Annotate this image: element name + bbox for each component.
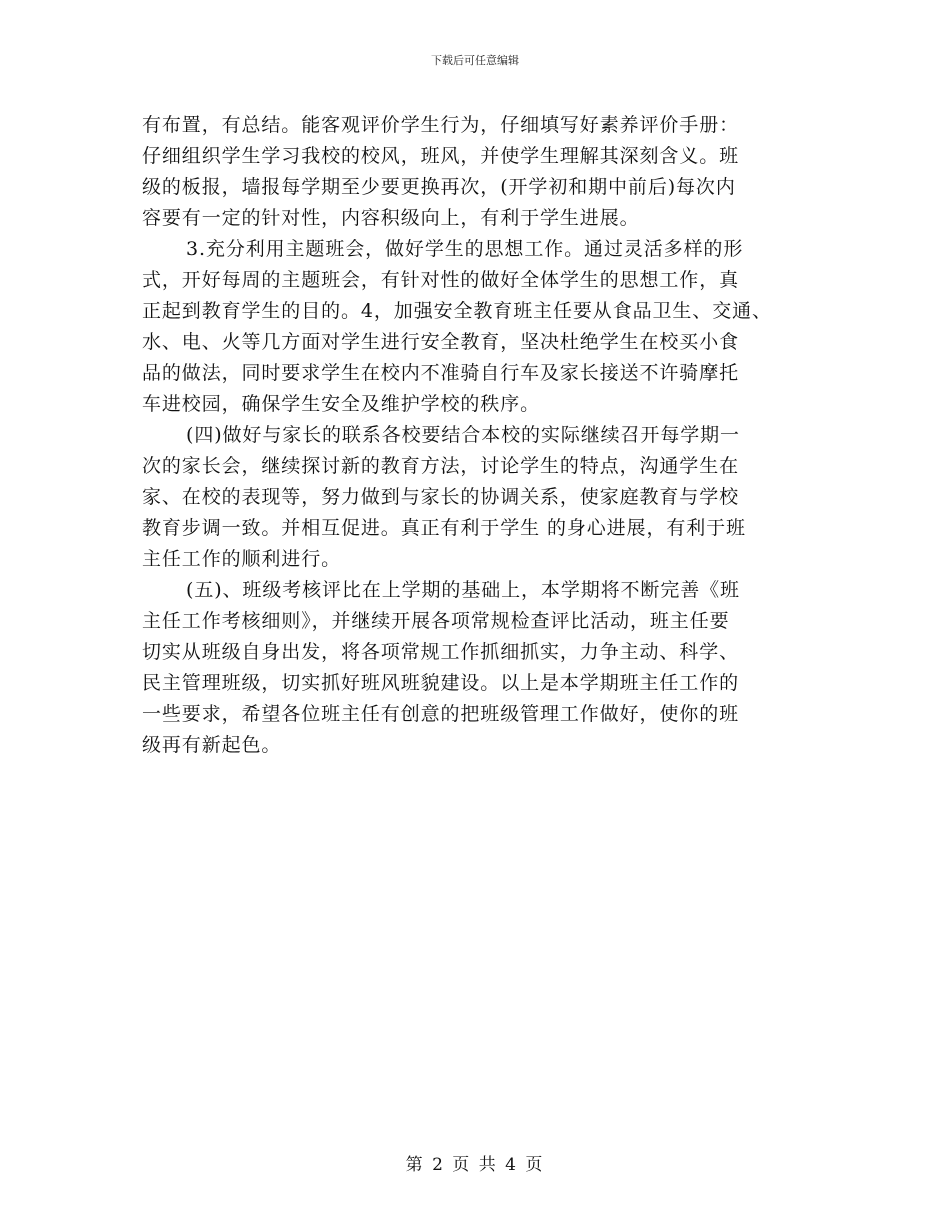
text-line: 正起到教育学生的目的。4，加强安全教育班主任要从食品卫生、交通、 — [142, 300, 772, 322]
text-line: 教育步调一致。并相互促进。真正有利于学生 的身心进展，有利于班 — [142, 517, 746, 539]
document-body — [142, 110, 822, 761]
text-line: 仔细组织学生学习我校的校风，班风，并使学生理解其深刻含义。班 — [142, 145, 740, 167]
text-line: 车进校园，确保学生安全及维护学校的秩序。 — [142, 393, 541, 415]
text-line: 一些要求，希望各位班主任有创意的把班级管理工作做好，使你的班 — [142, 703, 740, 725]
text-line: 容要有一定的针对性，内容积级向上，有利于学生进展。 — [142, 207, 640, 229]
text-line: 民主管理班级，切实抓好班风班貌建设。以上是本学期班主任工作的 — [142, 672, 740, 694]
text-line: 家、在校的表现等，努力做到与家长的协调关系，使家庭教育与学校 — [142, 486, 740, 508]
text-line: 次的家长会，继续探讨新的教育方法，讨论学生的特点，沟通学生在 — [142, 455, 740, 477]
text-line: 品的做法，同时要求学生在校内不准骑自行车及家长接送不许骑摩托 — [142, 362, 740, 384]
text-line: 切实从班级自身出发，将各项常规工作抓细抓实，力争主动、科学、 — [142, 641, 740, 663]
paragraph-start-line: (五)、班级考核评比在上学期的基础上，本学期将不断完善《班 — [186, 579, 740, 601]
text-line: 有布置，有总结。能客观评价学生行为，仔细填写好素养评价手册： — [142, 114, 740, 136]
text-line: 式，开好每周的主题班会，有针对性的做好全体学生的思想工作，真 — [142, 269, 740, 291]
text-line: 主任工作考核细则》，并继续开展各项常规检查评比活动，班主任要 — [142, 610, 730, 632]
paragraph-start-line: 3.充分利用主题班会，做好学生的思想工作。通过灵活多样的形 — [186, 238, 744, 260]
text-line: 级的板报，墙报每学期至少要更换再次，(开学初和期中前后)每次内 — [142, 176, 736, 198]
text-line: 主任工作的顺利进行。 — [142, 548, 342, 570]
page-number: 第 2 页 共 4 页 — [405, 1155, 545, 1175]
text-line: 级再有新起色。 — [142, 734, 282, 756]
text-line: 水、电、火等几方面对学生进行安全教育，坚决杜绝学生在校买小食 — [142, 331, 740, 353]
page-header: 下载后可任意编辑 — [431, 54, 519, 67]
paragraph-start-line: (四)做好与家长的联系各校要结合本校的实际继续召开每学期一 — [186, 424, 740, 446]
